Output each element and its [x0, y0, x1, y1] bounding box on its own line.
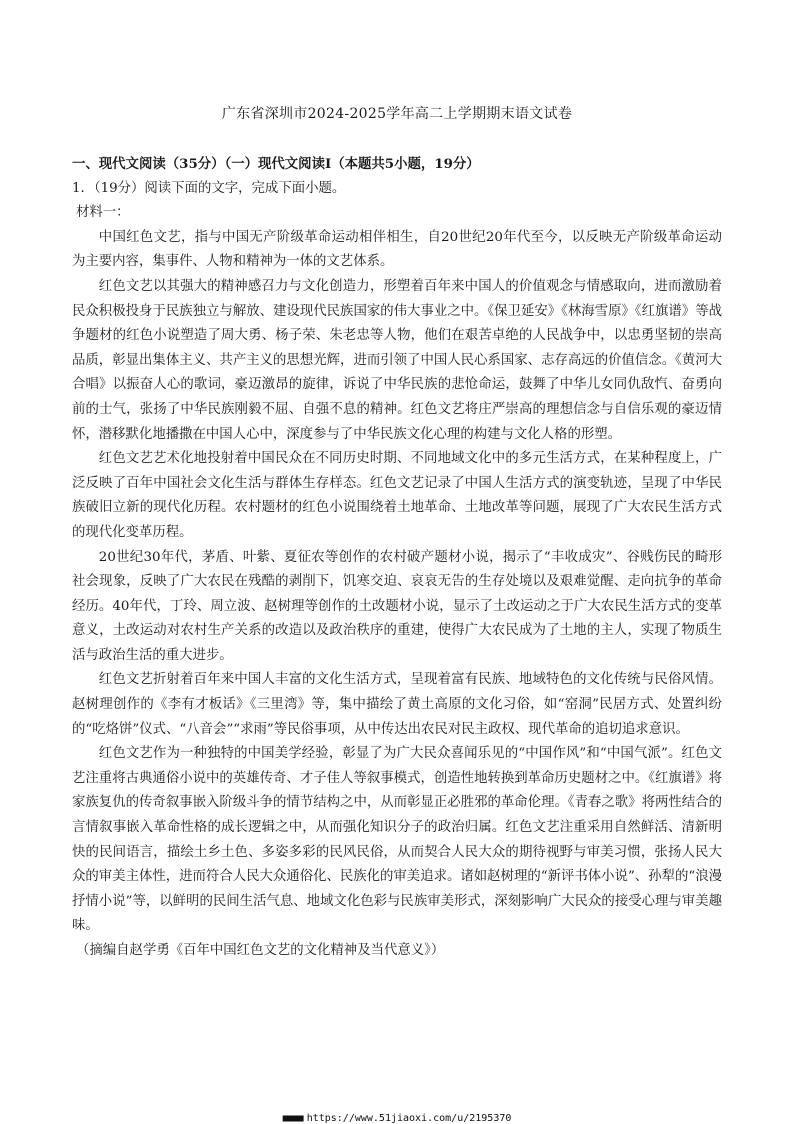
document-title: 广东省深圳市2024-2025学年高二上学期期末语文试卷 [221, 106, 573, 122]
paragraph: 20世纪30年代，茅盾、叶紫、夏征农等创作的农村破产题材小说，揭示了“丰收成灾”、谷贱伤民的畸形社会现象，反映了广大农民在残酷的剥削下，饥寒交迫、哀哀无告的生存处境以及艰难觉醒、走向抗争的革命经历。40年代，丁玲、周立波、赵树理等创作的土改题材小说，显示了土改运动之于广大农民生活方式的变革意义，土改运动对农村生产关系的改造以及政治秩序的重建，使得广大农民成为了土地的主人，实现了物质生活与政治生活的重大进步。 [72, 549, 722, 663]
question-line: 1．（19分）阅读下面的文字，完成下面小题。 [72, 180, 346, 196]
footer-url: https://www.51jiaoxi.com/u/2195370 [306, 1113, 512, 1124]
paragraph: 红色文艺折射着百年来中国人丰富的文化生活方式，呈现着富有民族、地域特色的文化传统与民俗风情。赵树理创作的《李有才板话》《三里湾》等，集中描绘了黄土高原的文化习俗，如“窑洞”民居方式、处置纠纷的“吃烙饼”仪式、“八音会”“求雨”等民俗事项，从中传达出农民对民主政权、现代革命的追切追求意识。 [72, 672, 722, 737]
document-body [72, 152, 722, 964]
source-citation: （摘编自赵学勇《百年中国红色文艺的文化精神及当代意义》） [76, 943, 445, 958]
section-heading: 一、现代文阅读（35分）（一）现代文阅读Ⅰ（本题共5小题，19分） [72, 156, 480, 172]
paragraph: 红色文艺以其强大的精神感召力与文化创造力，形塑着百年来中国人的价值观念与情感取向，进而激励着民众积极投身于民族独立与解放、建设现代民族国家的伟大事业之中。《保卫延安》《林海雪原》《红旗谱》等战争题材的红色小说塑造了周大勇、杨子荣、朱老忠等人物，他们在艰苦卓绝的人民战争中，以忠勇坚韧的崇高品质，彰显出集体主义、共产主义的思想光辉，进而引领了中国人民心系国家、志存高远的价值信念。《黄河大合唱》以振奋人心的歌词，豪迈激昂的旋律，诉说了中华民族的悲怆命运，鼓舞了中华儿女同仇敌忾、奋勇向前的士气，张扬了中华民族刚毅不屈、自强不息的精神。红色文艺将庄严崇高的理想信念与自信乐观的豪迈情怀，潜移默化地播撒在中国人心中，深度参与了中华民族文化心理的构建与文化人格的形塑。 [72, 278, 722, 442]
watermark-logo-icon: ■■■■ [282, 1113, 303, 1124]
paragraph: 中国红色文艺，指与中国无产阶级革命运动相伴相生，自20世纪20年代至今，以反映无产阶级革命运动为主要内容，集事件、人物和精神为一体的文艺体系。 [72, 229, 722, 270]
material-label: 材料一： [76, 205, 130, 221]
paragraph: 红色文艺艺术化地投射着中国民众在不同历史时期、不同地域文化中的多元生活方式，在某种程度上，广泛反映了百年中国社会文化生活与群体生存样态。红色文艺记录了中国人生活方式的演变轨迹，呈现了中华民族破旧立新的现代化历程。农村题材的红色小说围绕着土地革命、土地改革等问题，展现了广大农民生活方式的现代化变革历程。 [72, 451, 722, 540]
paragraph: 红色文艺作为一种独特的中国美学经验，彰显了为广大民众喜闻乐见的“中国作风”和“中国气派”。红色文艺注重将古典通俗小说中的英雄传奇、才子佳人等叙事模式，创造性地转换到革命历史题材之中。《红旗谱》将家族复仇的传奇叙事嵌入阶级斗争的情节结构之中，从而彰显正必胜邪的革命伦理。《青春之歌》将两性结合的言情叙事嵌入革命性格的成长逻辑之中，从而强化知识分子的政治归属。红色文艺注重采用自然鲜活、清新明快的民间语言，描绘土乡土色、多姿多彩的民风民俗，从而契合人民大众的期待视野与审美习惯，张扬人民大众的审美主体性，进而符合人民大众通俗化、民族化的审美追求。诸如赵树理的“新评书体小说”、孙犁的“浪漫抒情小说”等，以鲜明的民间生活气息、地域文化色彩与民族审美形式，深刻影响广大民众的接受心理与审美趣味。 [72, 746, 722, 934]
footer-watermark [0, 1113, 794, 1124]
